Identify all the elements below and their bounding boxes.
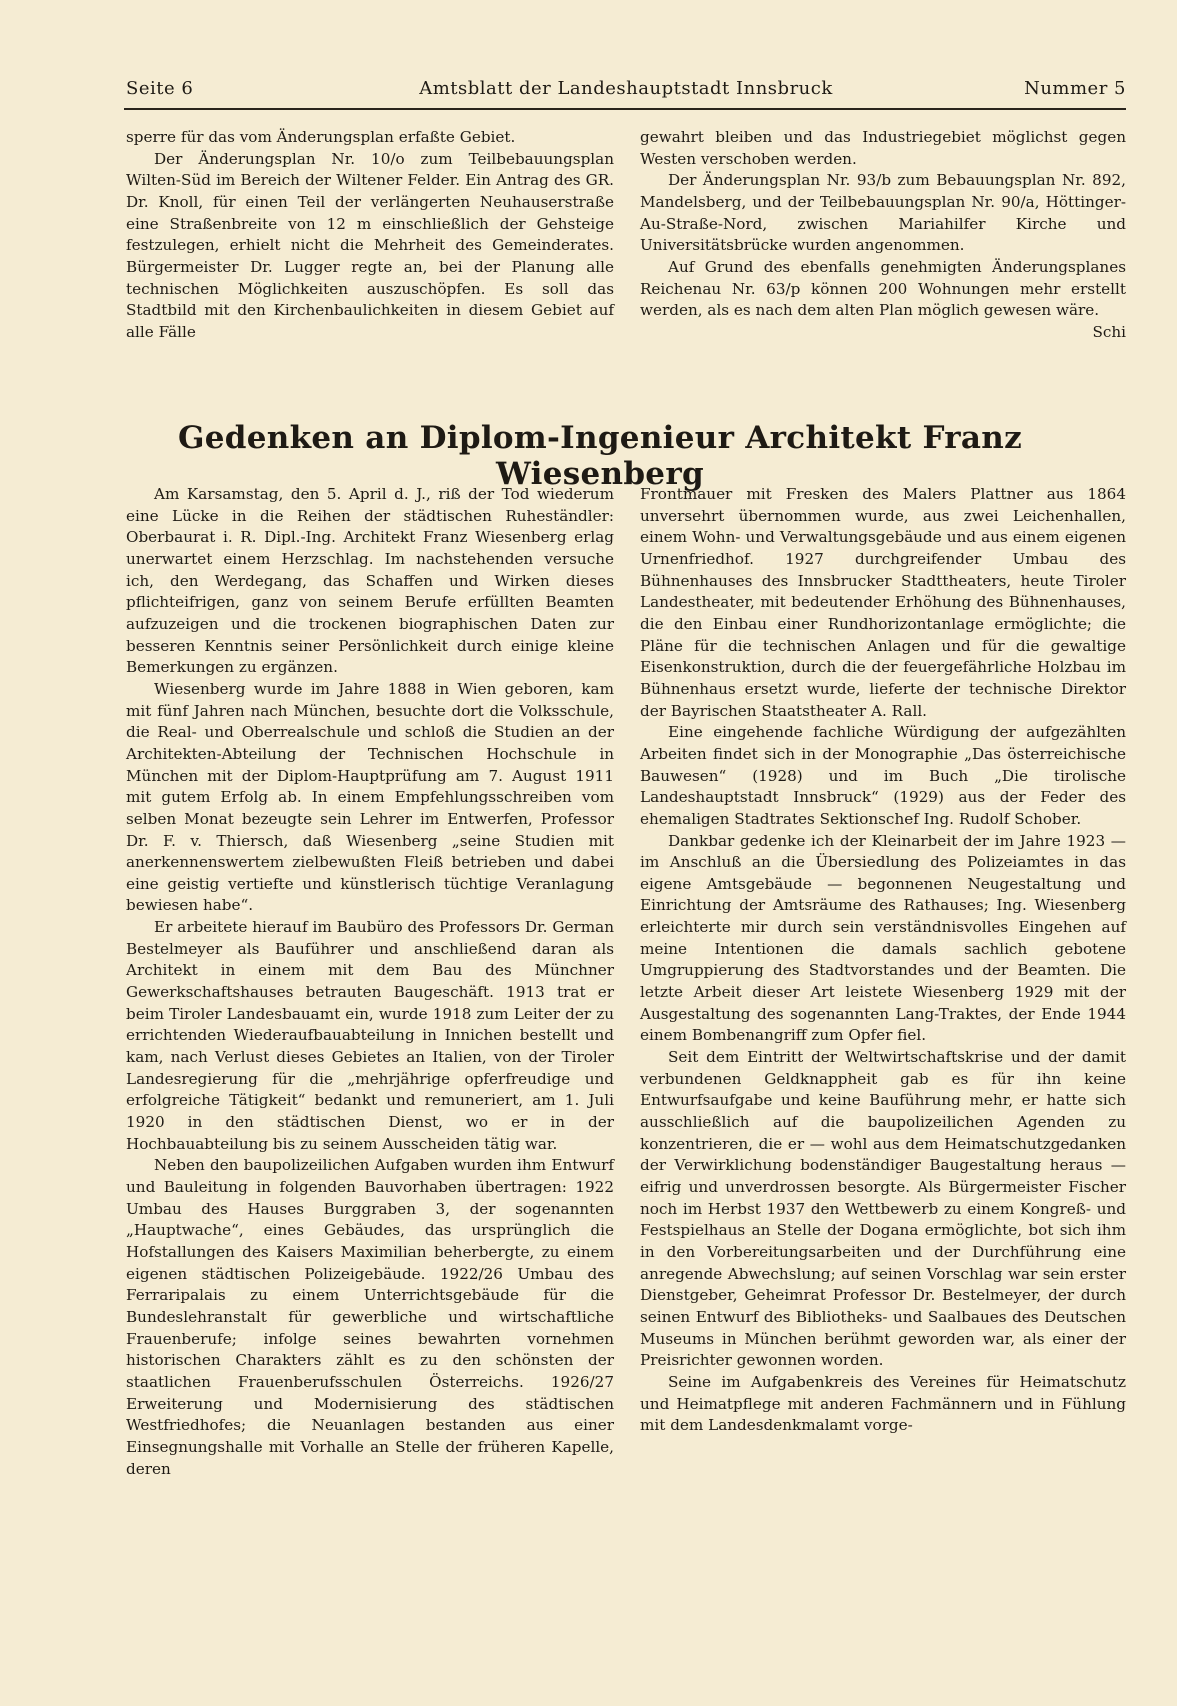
- top-right-column: [640, 127, 1126, 344]
- paragraph: Der Änderungsplan Nr. 10/o zum Teilbebauungsplan Wilten-Süd im Bereich der Wiltener Felder. Ein Antrag des GR. Dr. Knoll, für einen Teil der verlängerten Neuhauserstraße eine Straßenbreite von 12 m einschließlich der Gehsteige festzulegen, erhielt nicht die Mehrheit des Gemeinderates. Bürgermeister Dr. Lugger regte an, bei der Planung alle technischen Möglichkeiten auszuschöpfen. Es soll das Stadtbild mit den Kirchenbaulichkeiten in diesem Gebiet auf alle Fälle: [126, 149, 614, 341]
- paragraph: Seine im Aufgabenkreis des Vereines für Heimatschutz und Heimatpflege mit anderen Fachmännern und in Fühlung mit dem Landesdenkmalamt vorge-: [640, 1372, 1126, 1435]
- paragraph-text: Auf Grund des ebenfalls genehmigten Änderungsplanes Reichenau Nr. 63/p können 200 Wohnungen mehr erstellt werden, als es nach dem alten Plan möglich gewesen wäre.: [640, 257, 1126, 320]
- header-rule: [124, 108, 1126, 110]
- paragraph: Frontmauer mit Fresken des Malers Plattner aus 1864 unversehrt übernommen wurde, aus zwei Leichenhallen, einem Wohn- und Verwaltungsgebäude und aus einem eigenen Urnenfriedhof. 1927 durchgreifender Umbau des Bühnenhauses des Innsbrucker Stadttheaters, heute Tiroler Landestheater, mit bedeutender Erhöhung des Bühnenhauses, die den Einbau einer Rundhorizontanlage ermöglichte; die Pläne für die technischen Anlagen und für die gewaltige Eisenkonstruktion, durch die der feuergefährliche Holzbau im Bühnenhaus ersetzt wurde, lieferte der technische Direktor der Bayrischen Staatstheater A. Rall.: [640, 485, 1126, 720]
- paragraph: Neben den baupolizeilichen Aufgaben wurden ihm Entwurf und Bauleitung in folgenden Bauvorhaben übertragen: 1922 Umbau des Hauses Burggraben 3, der sogenannten „Hauptwache“, eines Gebäudes, das ursprünglich die Hofstallungen des Kaisers Maximilian beherbergte, zu einem eigenen städtischen Polizeigebäude. 1922/26 Umbau des Ferraripalais zu einem Unterrichtsgebäude für die Bundeslehranstalt für gewerbliche und wirtschaftliche Frauenberufe; infolge seines bewahrten vornehmen historischen Charakters zählt es zu den schönsten der staatlichen Frauenberufsschulen Österreichs. 1926/27 Erweiterung und Modernisierung des städtischen Westfriedhofes; die Neuanlagen bestanden aus einer Einsegnungshalle mit Vorhalle an Stelle der früheren Kapelle, deren: [126, 1156, 614, 1478]
- paragraph: Er arbeitete hierauf im Baubüro des Professors Dr. German Bestelmeyer als Bauführer und anschließend daran als Architekt in einem mit dem Bau des Münchner Gewerkschaftshauses betrauten Baugeschäft. 1913 trat er beim Tiroler Landesbauamt ein, wurde 1918 zum Leiter der zu errichtenden Wiederaufbauabteilung in Innichen bestellt und kam, nach Verlust dieses Gebietes an Italien, von der Tiroler Landesregierung für die „mehrjährige opferfreudige und erfolgreiche Tätigkeit“ bedankt und remuneriert, am 1. Juli 1920 in den städtischen Dienst, wo er in der Hochbauabteilung bis zu seinem Ausscheiden tätig war.: [126, 918, 614, 1153]
- article-title: Gedenken an Diplom-Ingenieur Architekt Franz Wiesenberg: [177, 420, 1023, 492]
- publication-title: Amtsblatt der Landeshauptstadt Innsbruck: [419, 78, 833, 99]
- paragraph: Der Änderungsplan Nr. 93/b zum Bebauungsplan Nr. 892, Mandelsberg, und der Teilbebauungsplan Nr. 90/a, Höttinger-Au-Straße-Nord, zwischen Mariahilfer Kirche und Universitätsbrücke wurden angenommen.: [640, 171, 1126, 255]
- paragraph: Am Karsamstag, den 5. April d. J., riß der Tod wiederum eine Lücke in die Reihen der städtischen Ruheständler: Oberbaurat i. R. Dipl.-Ing. Architekt Franz Wiesenberg erlag unerwartet einem Herzschlag. Im nachstehenden versuche ich, den Werdegang, das Schaffen und Wirken dieses pflichteifrigen, ganz von seinem Berufe erfüllten Beamten aufzuzeigen und die trockenen biographischen Daten zur besseren Kenntnis seiner Persönlichkeit durch einige kleine Bemerkungen zu ergänzen.: [126, 485, 614, 677]
- paragraph: Eine eingehende fachliche Würdigung der aufgezählten Arbeiten findet sich in der Monographie „Das österreichische Bauwesen“ (1928) und im Buch „Die tirolische Landeshauptstadt Innsbruck“ (1929) aus der Feder des ehemaligen Stadtrates Sektionschef Ing. Rudolf Schober.: [640, 723, 1126, 828]
- paragraph: sperre für das vom Änderungsplan erfaßte Gebiet.: [126, 128, 516, 146]
- paragraph: [640, 257, 1126, 341]
- author-signature: Schi: [1092, 322, 1126, 341]
- page-header: [126, 78, 1126, 104]
- article-left-column: [126, 484, 614, 1480]
- paragraph: gewahrt bleiben und das Industriegebiet möglichst gegen Westen verschoben werden.: [640, 128, 1126, 168]
- paragraph: Seit dem Eintritt der Weltwirtschaftskrise und der damit verbundenen Geldknappheit gab es für ihn keine Entwurfsaufgabe und keine Bauführung mehr, er hatte sich ausschließlich auf die baupolizeilichen Agenden zu konzentrieren, die er — wohl aus dem Heimatschutzgedanken der Verwirklichung bodenständiger Baugestaltung heraus — eifrig und unverdrossen besorgte. Als Bürgermeister Fischer noch im Herbst 1937 den Wettbewerb zu einem Kongreß- und Festspielhaus an Stelle der Dogana ermöglichte, bot sich ihm in den Vorbereitungsarbeiten und der Durchführung eine anregende Abwechslung; auf seinen Vorschlag war sein erster Dienstgeber, Geheimrat Professor Dr. Bestelmeyer, der durch seinen Entwurf des Bibliotheks- und Saalbaues des Deutschen Museums in München berühmt geworden war, als einer der Preisrichter gewonnen worden.: [640, 1048, 1126, 1370]
- paragraph: Wiesenberg wurde im Jahre 1888 in Wien geboren, kam mit fünf Jahren nach München, besuchte dort die Volksschule, die Real- und Oberrealschule und schloß die Studien an der Architekten-Abteilung der Technischen Hochschule in München mit der Diplom-Hauptprüfung am 7. August 1911 mit gutem Erfolg ab. In einem Empfehlungsschreiben vom selben Monat bezeugte sein Lehrer im Entwerfen, Professor Dr. F. v. Thiersch, daß Wiesenberg „seine Studien mit anerkennenswertem zielbewußten Fleiß betrieben und dabei eine geistig vertiefte und künstlerisch tüchtige Veranlagung bewiesen habe“.: [126, 679, 614, 915]
- issue-number: Nummer 5: [1024, 78, 1126, 99]
- paragraph: Dankbar gedenke ich der Kleinarbeit der im Jahre 1923 — im Anschluß an die Übersiedlung des Polizeiamtes in das eigene Amtsgebäude — begonnenen Neugestaltung und Einrichtung der Amtsräume des Rathauses; Ing. Wiesenberg erleichterte mir durch sein verständnisvolles Eingehen auf meine Intentionen die damals sachlich gebotene Umgruppierung des Stadtvorstandes und der Beamten. Die letzte Arbeit dieser Art leistete Wiesenberg 1929 mit der Ausgestaltung des sogenannten Lang-Traktes, der Ende 1944 einem Bombenangriff zum Opfer fiel.: [640, 831, 1126, 1045]
- top-left-column: [126, 127, 614, 344]
- page-number: Seite 6: [126, 78, 194, 99]
- article-right-column: [640, 484, 1126, 1437]
